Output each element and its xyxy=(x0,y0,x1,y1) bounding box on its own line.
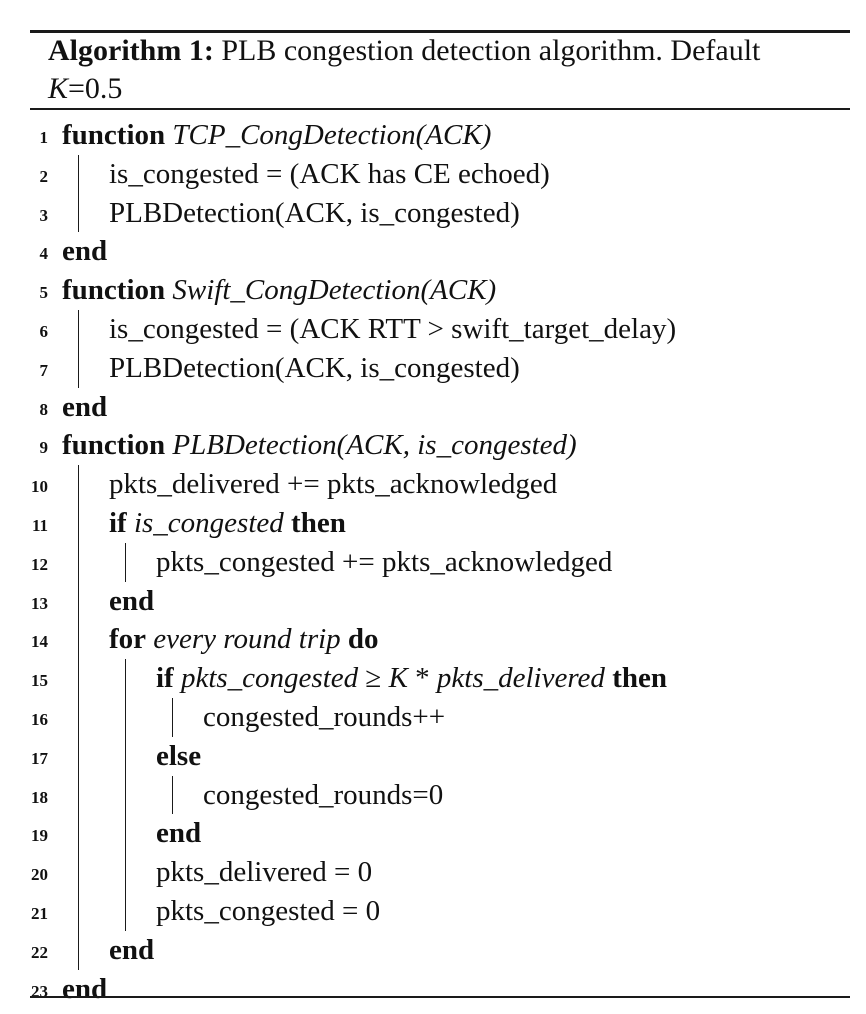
algorithm-line xyxy=(0,504,866,543)
code-fragment: PLBDetection(ACK, is_congested) xyxy=(109,351,520,384)
algorithm-line xyxy=(0,232,866,271)
keyword: end xyxy=(62,235,108,268)
block-indent-bar xyxy=(78,465,79,504)
block-indent-bar xyxy=(78,194,79,233)
block-indent-bar xyxy=(78,349,79,388)
code-text xyxy=(109,310,676,349)
algorithm-line xyxy=(0,931,866,970)
block-indent-bar xyxy=(78,737,79,776)
keyword: end xyxy=(109,933,155,966)
code-text xyxy=(62,970,107,1009)
code-text xyxy=(62,426,577,465)
code-fragment: pkts_congested = 0 xyxy=(156,894,381,927)
keyword: end xyxy=(156,817,202,850)
algorithm-line xyxy=(0,582,866,621)
block-indent-bar xyxy=(172,698,173,737)
algorithm-line xyxy=(0,194,866,233)
block-indent-bar xyxy=(78,698,79,737)
algorithm-line xyxy=(0,465,866,504)
block-indent-bar xyxy=(78,620,79,659)
line-number: 2 xyxy=(39,166,48,186)
algorithm-line xyxy=(0,310,866,349)
line-number: 4 xyxy=(39,244,48,264)
code-text xyxy=(109,155,550,194)
code-text xyxy=(203,776,443,815)
code-fragment xyxy=(341,623,348,655)
code-text xyxy=(156,737,201,776)
algorithm-line xyxy=(0,388,866,427)
code-text xyxy=(109,194,520,233)
block-indent-bar xyxy=(125,776,126,815)
algorithm-line xyxy=(0,155,866,194)
code-text xyxy=(109,931,154,970)
keyword: for xyxy=(109,623,147,656)
block-indent-bar xyxy=(78,155,79,194)
algorithm-line xyxy=(0,970,866,1009)
line-number: 21 xyxy=(31,903,48,923)
block-indent-bar xyxy=(125,659,126,698)
line-number: 18 xyxy=(31,787,48,807)
line-number: 12 xyxy=(31,554,48,574)
algorithm-line xyxy=(0,659,866,698)
block-indent-bar xyxy=(78,776,79,815)
block-indent-bar xyxy=(172,776,173,815)
bottom-rule xyxy=(30,996,850,998)
line-number: 5 xyxy=(39,283,48,303)
algorithm-line xyxy=(0,116,866,155)
italic-expression: is_congested xyxy=(133,506,284,539)
block-indent-bar xyxy=(78,582,79,621)
block-indent-bar xyxy=(125,814,126,853)
line-number: 1 xyxy=(39,128,48,147)
code-text xyxy=(156,543,612,582)
code-text xyxy=(109,349,520,388)
algorithm-body xyxy=(0,116,866,1008)
algorithm-line xyxy=(0,620,866,659)
italic-expression: Swift_CongDetection(ACK) xyxy=(172,274,497,307)
code-fragment xyxy=(284,507,291,539)
block-indent-bar xyxy=(78,814,79,853)
code-text xyxy=(62,271,496,310)
line-number: 17 xyxy=(31,748,48,768)
algorithm-line xyxy=(0,814,866,853)
code-text xyxy=(62,232,107,271)
code-text xyxy=(109,504,346,543)
caption-k-symbol: K xyxy=(48,72,69,105)
caption-text: PLB congestion detection algorithm. Default xyxy=(221,34,761,67)
italic-expression: PLBDetection(ACK, is_congested) xyxy=(172,429,577,462)
code-text xyxy=(156,853,372,892)
italic-expression: K xyxy=(388,662,408,695)
block-indent-bar xyxy=(125,737,126,776)
algorithm-line xyxy=(0,776,866,815)
algorithm-line xyxy=(0,698,866,737)
keyword: if xyxy=(109,506,127,539)
keyword: function xyxy=(62,274,166,307)
code-fragment: ≥ xyxy=(358,662,389,695)
caption-rule xyxy=(30,108,850,110)
code-fragment: pkts_delivered += pkts_acknowledged xyxy=(109,468,558,501)
code-fragment: PLBDetection(ACK, is_congested) xyxy=(109,196,520,229)
code-fragment: pkts_congested += pkts_acknowledged xyxy=(156,545,613,578)
keyword: function xyxy=(62,119,166,151)
caption-k-value: =0.5 xyxy=(68,72,123,105)
block-indent-bar xyxy=(78,543,79,582)
code-text xyxy=(156,814,201,853)
caption-label: Algorithm 1: xyxy=(48,34,214,67)
algorithm-line xyxy=(0,271,866,310)
code-text xyxy=(109,465,557,504)
code-text xyxy=(109,620,379,659)
code-text xyxy=(62,116,491,155)
keyword: then xyxy=(612,662,667,695)
code-text xyxy=(156,659,667,698)
algorithm-line xyxy=(0,426,866,465)
keyword: else xyxy=(156,739,202,772)
line-number: 14 xyxy=(31,632,48,652)
code-text xyxy=(109,582,154,621)
algorithm-line xyxy=(0,543,866,582)
code-fragment: is_congested = (ACK has CE echoed) xyxy=(109,157,550,190)
code-fragment: pkts_delivered = 0 xyxy=(156,856,373,889)
block-indent-bar xyxy=(125,543,126,582)
line-number: 8 xyxy=(39,399,48,419)
algorithm-line xyxy=(0,853,866,892)
code-text xyxy=(62,388,107,427)
keyword: function xyxy=(62,429,166,462)
italic-expression: every round trip xyxy=(153,623,341,656)
italic-expression: TCP_CongDetection(ACK) xyxy=(172,119,492,151)
code-fragment: congested_rounds++ xyxy=(203,700,446,733)
line-number: 20 xyxy=(31,865,48,885)
italic-expression: pkts_delivered xyxy=(436,662,605,695)
line-number: 16 xyxy=(31,709,48,729)
italic-expression: pkts_congested xyxy=(180,662,359,695)
keyword: if xyxy=(156,662,174,695)
code-fragment: * xyxy=(407,662,437,695)
line-number: 22 xyxy=(31,942,48,962)
code-fragment xyxy=(127,507,134,539)
algorithm-line xyxy=(0,737,866,776)
code-text xyxy=(156,892,380,931)
keyword: end xyxy=(62,972,108,1005)
line-number: 3 xyxy=(39,205,48,225)
algorithm-caption xyxy=(48,32,838,108)
code-fragment xyxy=(174,662,181,694)
keyword: end xyxy=(109,584,155,617)
code-fragment: congested_rounds=0 xyxy=(203,778,444,811)
keyword: do xyxy=(347,623,379,656)
block-indent-bar xyxy=(78,504,79,543)
block-indent-bar xyxy=(78,310,79,349)
block-indent-bar xyxy=(78,853,79,892)
line-number: 7 xyxy=(39,360,48,380)
line-number: 15 xyxy=(31,671,48,691)
algorithm-line xyxy=(0,892,866,931)
block-indent-bar xyxy=(125,892,126,931)
block-indent-bar xyxy=(125,698,126,737)
block-indent-bar xyxy=(78,892,79,931)
line-number: 11 xyxy=(31,515,48,535)
block-indent-bar xyxy=(78,659,79,698)
block-indent-bar xyxy=(78,931,79,970)
keyword: then xyxy=(291,506,346,539)
line-number: 19 xyxy=(31,826,48,846)
line-number: 13 xyxy=(31,593,48,613)
line-number: 10 xyxy=(31,477,48,497)
keyword: end xyxy=(62,390,108,423)
block-indent-bar xyxy=(125,853,126,892)
algorithm-line xyxy=(0,349,866,388)
line-number: 9 xyxy=(39,438,48,458)
line-number: 6 xyxy=(39,321,48,341)
code-text xyxy=(203,698,445,737)
code-fragment: is_congested = (ACK RTT > swift_target_delay) xyxy=(109,312,677,345)
line-number: 23 xyxy=(31,981,48,1001)
